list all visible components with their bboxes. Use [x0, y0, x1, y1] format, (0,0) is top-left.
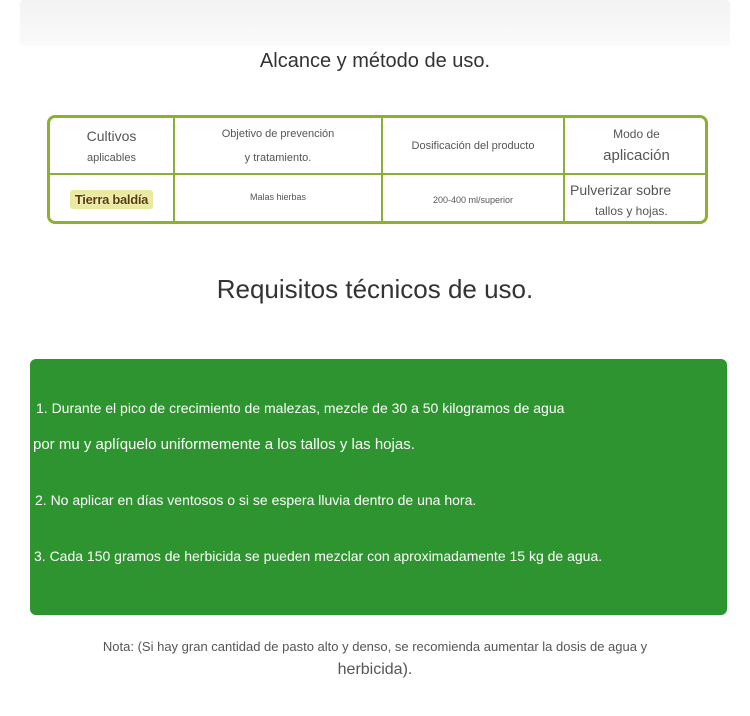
- cell-target: [175, 175, 381, 224]
- target-value: Malas hierbas: [249, 191, 307, 202]
- section-title-scope: Alcance y método de uso.: [259, 50, 491, 72]
- note-line-1: Nota: (Si hay gran cantidad de pasto alto y denso, se recomienda aumentar la dosis de agua y: [102, 639, 648, 654]
- header-target-line1: Objetivo de prevención: [221, 127, 335, 140]
- header-target: [175, 118, 381, 173]
- header-dosage: [383, 118, 563, 173]
- header-crops-line1: Cultivos: [86, 127, 137, 144]
- requirement-item-3: 3. Cada 150 gramos de herbicida se pueden mezclar con aproximadamente 15 kg de agua.: [34, 548, 603, 564]
- crop-badge: Tierra baldía: [70, 190, 153, 209]
- header-mode: [565, 118, 708, 173]
- usage-table: [47, 115, 708, 224]
- cell-mode: [565, 175, 708, 224]
- requirement-item-1-line-1: 1. Durante el pico de crecimiento de malezas, mezcle de 30 a 50 kilogramos de agua: [36, 400, 565, 416]
- requirements-panel: [30, 359, 727, 615]
- mode-value-line1: Pulverizar sobre: [570, 181, 672, 198]
- top-faded-banner: [20, 0, 730, 46]
- header-dosage-label: Dosificación del producto: [411, 139, 535, 152]
- mode-value-line2: tallos y hojas.: [595, 203, 668, 218]
- header-mode-line1: Modo de: [613, 127, 660, 141]
- header-mode-line2: aplicación: [603, 147, 670, 164]
- header-target-line2: y tratamiento.: [244, 151, 312, 164]
- section-title-requirements: Requisitos técnicos de uso.: [216, 274, 534, 304]
- cell-dosage: [383, 175, 563, 224]
- requirement-item-1-line-2: por mu y aplíquelo uniformemente a los tallos y las hojas.: [33, 436, 415, 453]
- header-crops-line2: aplicables: [87, 151, 136, 164]
- cell-crop: [50, 175, 173, 224]
- note-line-2: herbicida).: [337, 661, 413, 678]
- dosage-value: 200-400 ml/superior: [432, 194, 514, 205]
- header-crops: [50, 118, 173, 173]
- requirement-item-2: 2. No aplicar en días ventosos o si se espera lluvia dentro de una hora.: [35, 492, 477, 508]
